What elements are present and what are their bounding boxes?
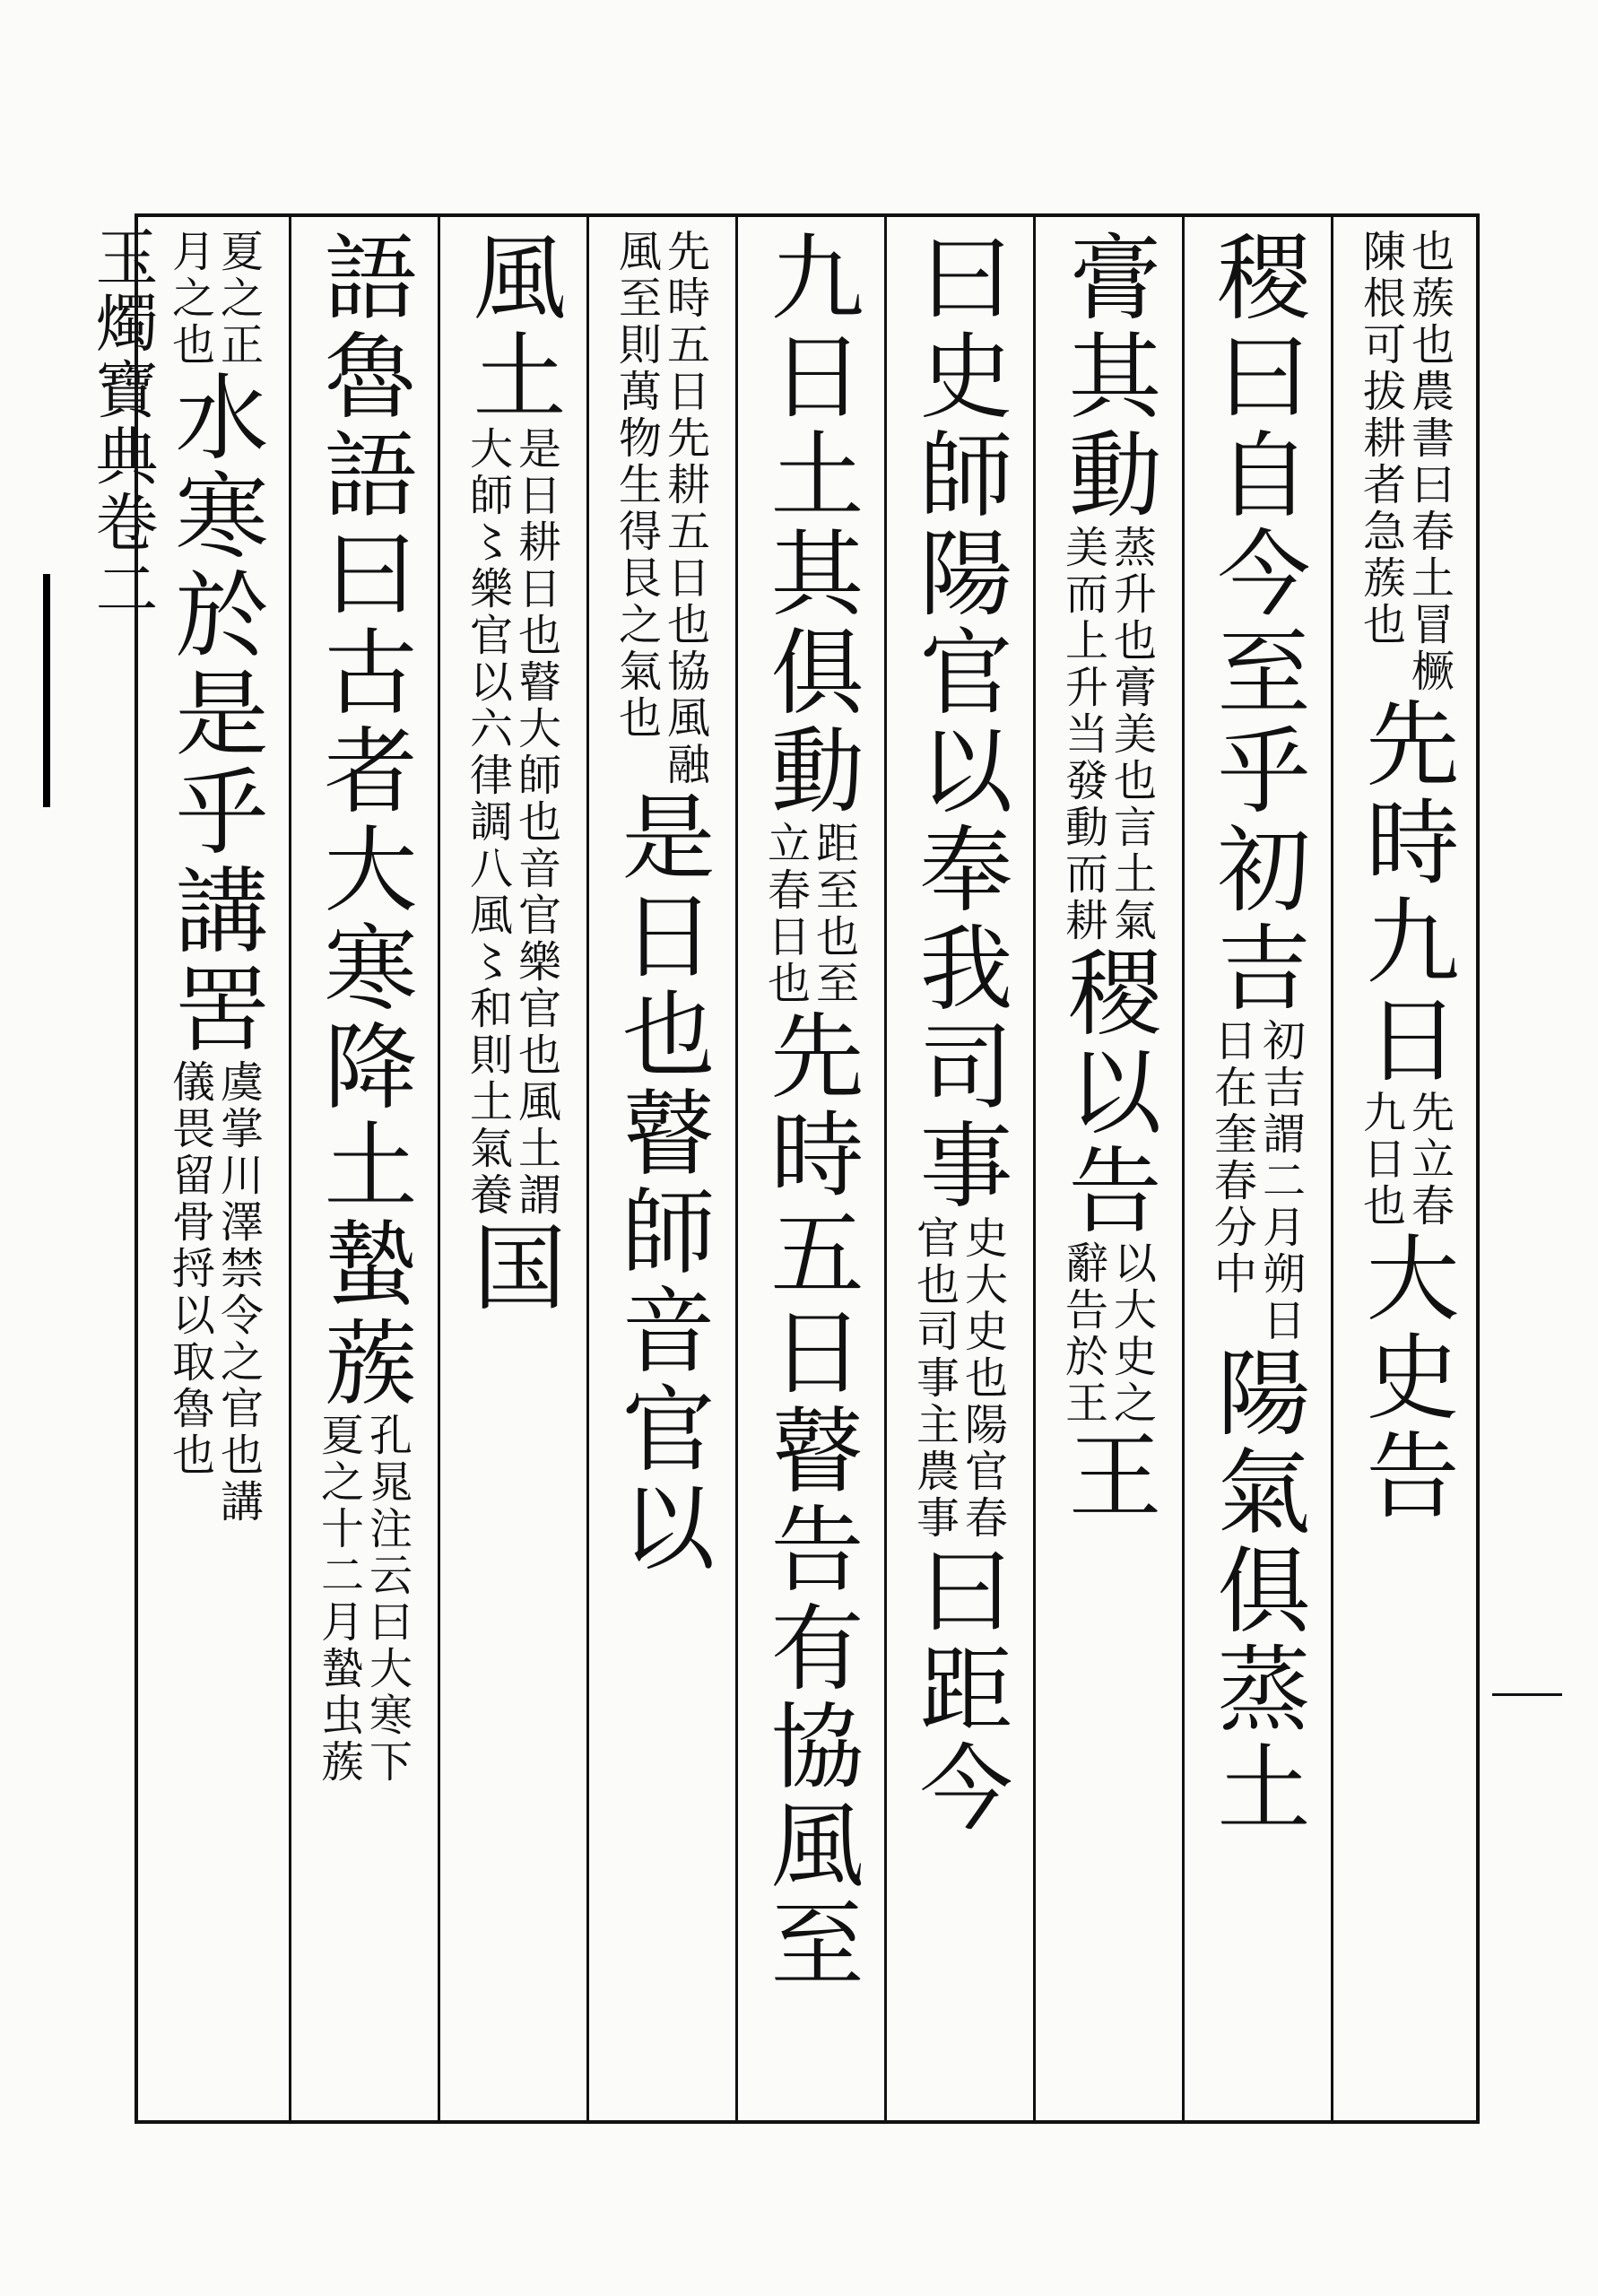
commentary-line: 史大史也陽官春 <box>957 1215 1008 1542</box>
commentary-line: 大師〻樂官以六律調八風〻和則土氣養 <box>462 426 513 1219</box>
commentary-segment <box>462 426 561 1219</box>
commentary-line: 九日也 <box>1355 1090 1406 1230</box>
text-column <box>1331 229 1479 1526</box>
main-text: 膏其動 <box>1052 229 1162 525</box>
commentary-line: 孔晁注云曰大寒下 <box>361 1413 413 1786</box>
main-text: 先時五日瞽告有協風至 <box>754 1007 864 1994</box>
column-rule <box>438 213 440 2124</box>
commentary-segment <box>164 1059 264 1526</box>
main-text-segment <box>1201 1344 1311 1838</box>
commentary-line: 夏之十二月蟄虫蔟 <box>313 1413 364 1786</box>
column-rule <box>586 213 589 2124</box>
commentary-line: 日在奎春分中 <box>1206 1018 1257 1298</box>
text-column <box>884 229 1032 1838</box>
main-text-segment <box>903 229 1013 1215</box>
commentary-line: 陳根可拔耕者急蔟也 <box>1355 229 1406 648</box>
commentary-segment <box>164 229 264 369</box>
main-text: 稷曰自今至乎初吉 <box>1201 229 1311 1018</box>
commentary-line: 風至則萬物生得艮之氣也 <box>611 229 662 742</box>
commentary-segment <box>1355 1090 1455 1230</box>
main-text-segment <box>754 1007 864 1994</box>
column-rule <box>1331 213 1333 2124</box>
text-column <box>140 229 288 1526</box>
main-text: 風土 <box>456 229 567 426</box>
commentary-line: 辭告於王 <box>1057 1240 1108 1427</box>
text-column <box>1182 229 1330 1838</box>
commentary-segment <box>313 1413 413 1786</box>
text-column <box>735 229 883 1994</box>
text-column <box>289 229 437 1786</box>
commentary-line: 先時五日先耕五日也協風融 <box>659 229 710 788</box>
commentary-segment <box>1057 1240 1157 1427</box>
main-text: 曰距今 <box>903 1542 1013 1838</box>
commentary-line: 官也司事主農事 <box>908 1215 960 1542</box>
commentary-line: 距至也至 <box>808 821 859 1007</box>
commentary-line: 月之也 <box>164 229 215 369</box>
main-text-segment <box>456 1219 567 1318</box>
main-text: 陽氣俱蒸土 <box>1201 1344 1311 1838</box>
commentary-segment <box>908 1215 1008 1542</box>
main-text-segment <box>308 229 418 1413</box>
column-rule <box>884 213 887 2124</box>
main-text: 王 <box>1052 1427 1162 1526</box>
column-rule <box>289 213 291 2124</box>
commentary-segment <box>611 229 710 788</box>
main-text-segment <box>903 1542 1013 1838</box>
commentary-segment <box>760 821 859 1007</box>
main-text-segment <box>754 229 864 821</box>
column-rule <box>1182 213 1185 2124</box>
commentary-line: 以大史之 <box>1106 1240 1157 1427</box>
commentary-line: 也蔟也農書曰春土冒橛 <box>1403 229 1455 695</box>
main-text-segment <box>1350 1230 1460 1526</box>
commentary-line: 蒸升也膏美也言土氣 <box>1106 525 1157 944</box>
main-text: 先時九日 <box>1350 695 1460 1090</box>
margin-ink-mark <box>43 574 50 807</box>
main-text: 曰史師陽官以奉我司事 <box>903 229 1013 1215</box>
main-text: 語魯語曰古者大寒降土蟄蔟 <box>308 229 418 1413</box>
text-column <box>1033 229 1181 1526</box>
commentary-segment <box>1206 1018 1306 1344</box>
main-text: 大史告 <box>1350 1230 1460 1526</box>
column-rule <box>1033 213 1036 2124</box>
main-text-segment <box>159 369 269 1059</box>
commentary-line: 初吉謂二月朔日 <box>1255 1018 1306 1344</box>
main-text: 稷以告 <box>1052 944 1162 1240</box>
margin-tick-mark <box>1492 1693 1562 1696</box>
commentary-line: 立春日也 <box>760 821 811 1007</box>
main-text: 国 <box>456 1219 567 1318</box>
text-column <box>586 229 734 1578</box>
main-text-segment <box>605 788 716 1578</box>
commentary-line: 是日耕日也瞽大師也音官樂官也風土謂 <box>510 426 561 1219</box>
column-rule <box>735 213 738 2124</box>
text-column <box>438 229 586 1318</box>
commentary-segment <box>1057 525 1157 944</box>
commentary-line: 美而上升当發動而耕 <box>1057 525 1108 944</box>
main-text-segment <box>1052 229 1162 525</box>
main-text-segment <box>1052 944 1162 1240</box>
commentary-line: 先立春 <box>1403 1090 1455 1230</box>
main-text: 水寒於是乎講罟 <box>159 369 269 1059</box>
main-text: 是日也瞽師音官以 <box>605 788 716 1578</box>
main-text-segment <box>1350 695 1460 1090</box>
main-text-segment <box>1201 229 1311 1018</box>
main-text: 九日土其俱動 <box>754 229 864 821</box>
commentary-line: 夏之正 <box>213 229 264 369</box>
commentary-line: 儀畏留骨捋以取魯也 <box>164 1059 215 1479</box>
commentary-segment <box>1355 229 1455 695</box>
commentary-line: 虞掌川澤禁令之官也講 <box>213 1059 264 1526</box>
main-text-segment <box>456 229 567 426</box>
main-text-segment <box>1052 1427 1162 1526</box>
book-title: 玉燭寶典卷二 <box>85 224 159 622</box>
